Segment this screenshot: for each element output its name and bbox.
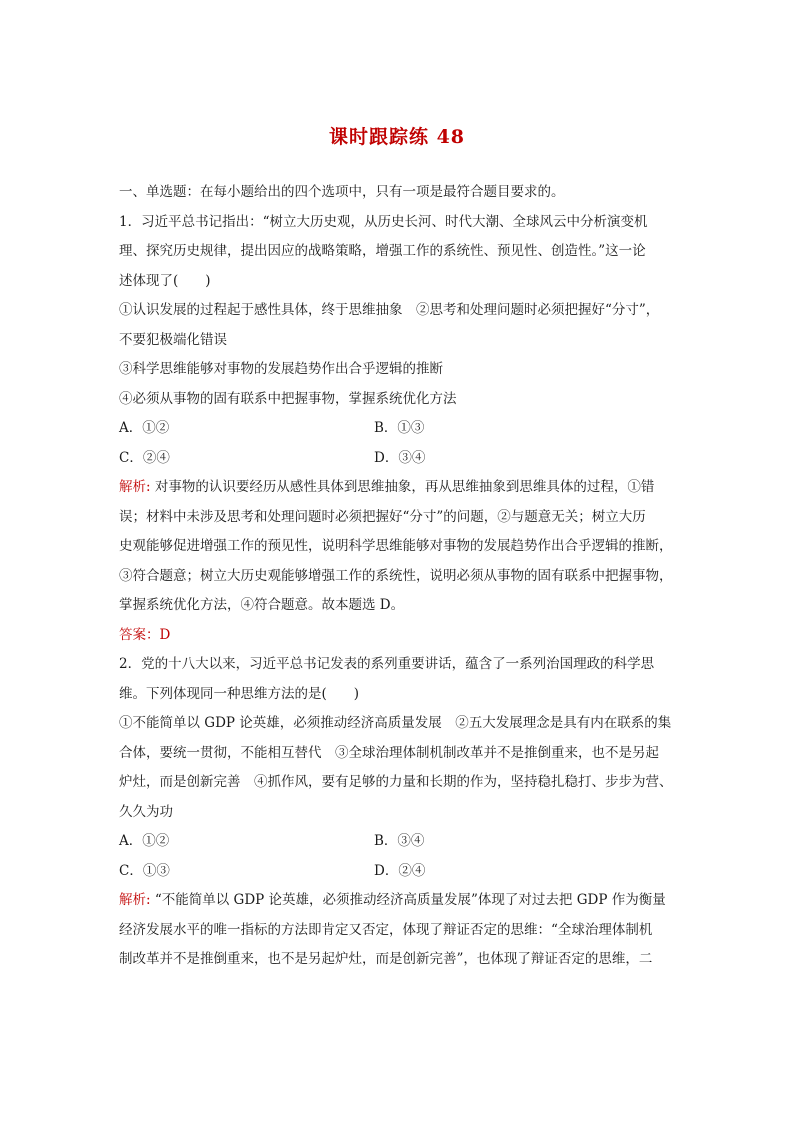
question-stem-line: 1．习近平总书记指出：“树立大历史观，从历史长河、时代大潮、全球风云中分析演变机 xyxy=(119,213,648,230)
question-stem-line: 理、探究历史规律，提出因应的战略策略，增强工作的系统性、预见性、创造性。”这一论 xyxy=(119,243,646,259)
analysis-line: 制改革并不是推倒重来，也不是另起炉灶，而是创新完善”，也体现了辩证否定的思维，二 xyxy=(119,951,653,967)
analysis-label: 解析: xyxy=(119,892,151,908)
answer-value: D xyxy=(159,626,171,643)
analysis-label: 解析: xyxy=(119,479,151,495)
option-d: D．②④ xyxy=(374,862,426,879)
option-c: C．②④ xyxy=(119,449,170,466)
options-row xyxy=(119,857,679,887)
question-stem-line: 2．党的十八大以来，习近平总书记发表的系列重要讲话，蕴含了一系列治国理政的科学思 xyxy=(119,656,655,672)
document-body xyxy=(119,178,679,975)
analysis-text: 对事物的认识要经历从感性具体到思维抽象，再从思维抽象到思维具体的过程，①错 xyxy=(150,479,655,495)
statement-line: 久久为功 xyxy=(119,803,173,820)
analysis-line: 史观能够促进增强工作的预见性，说明科学思维能够对事物的发展趋势作出合乎逻辑的推断， xyxy=(119,538,673,554)
analysis-line: 掌握系统优化方法，④符合题意。故本题选 D。 xyxy=(119,597,405,613)
options-row xyxy=(119,827,679,857)
option-b: B．③④ xyxy=(374,833,425,849)
options-row xyxy=(119,444,679,474)
option-a: A．①② xyxy=(119,833,170,849)
question-stem-line: 维。下列体现同一种思维方法的是( ) xyxy=(119,685,360,702)
answer-line xyxy=(119,621,679,651)
analysis-line: ③符合题意；树立大历史观能够增强工作的系统性，说明必须从事物的固有联系中把握事物， xyxy=(119,567,673,584)
statement-line: 不要犯极端化错误 xyxy=(119,331,227,348)
answer-label: 答案： xyxy=(119,626,160,643)
analysis-line xyxy=(119,886,679,916)
option-d: D．③④ xyxy=(374,449,426,466)
page-title: 课时跟踪练 48 xyxy=(328,126,466,148)
option-a: A．①② xyxy=(119,420,170,436)
option-b: B．①③ xyxy=(374,420,425,436)
analysis-line xyxy=(119,473,679,503)
question-1 xyxy=(119,208,679,651)
option-c: C．①③ xyxy=(119,862,170,879)
options-row xyxy=(119,414,679,444)
statement-line: ③科学思维能够对事物的发展趋势作出合乎逻辑的推断 xyxy=(119,361,443,377)
section-heading: 一、单选题：在每小题给出的四个选项中，只有一项是最符合题目要求的。 xyxy=(119,184,565,200)
analysis-text: “不能简单以 GDP 论英雄，必须推动经济高质量发展”体现了对过去把 GDP 作为衡量 xyxy=(150,892,666,908)
analysis-line: 经济发展水平的唯一指标的方法即肯定又否定，体现了辩证否定的思维：“全球治理体制机 xyxy=(119,921,653,938)
statement-line: ①不能简单以 GDP 论英雄，必须推动经济高质量发展 ②五大发展理念是具有内在联系的集 xyxy=(119,715,672,731)
analysis-line: 误；材料中未涉及思考和处理问题时必须把握好“分寸”的问题，②与题意无关；树立大历 xyxy=(119,508,646,525)
statement-line: ④必须从事物的固有联系中把握事物，掌握系统优化方法 xyxy=(119,390,457,407)
question-2 xyxy=(119,650,679,975)
statement-line: 合体，要统一贯彻，不能相互替代 ③全球治理体制机制改革并不是推倒重来，也不是另起 xyxy=(119,744,659,761)
statement-line: 炉灶，而是创新完善 ④抓作风，要有足够的力量和长期的作为，坚持稳扎稳打、步步为营、 xyxy=(119,774,673,790)
statement-line: ①认识发展的过程起于感性具体，终于思维抽象 ②思考和处理问题时必须把握好“分寸”， xyxy=(119,302,660,318)
question-stem-line: 述体现了( ) xyxy=(119,272,211,289)
